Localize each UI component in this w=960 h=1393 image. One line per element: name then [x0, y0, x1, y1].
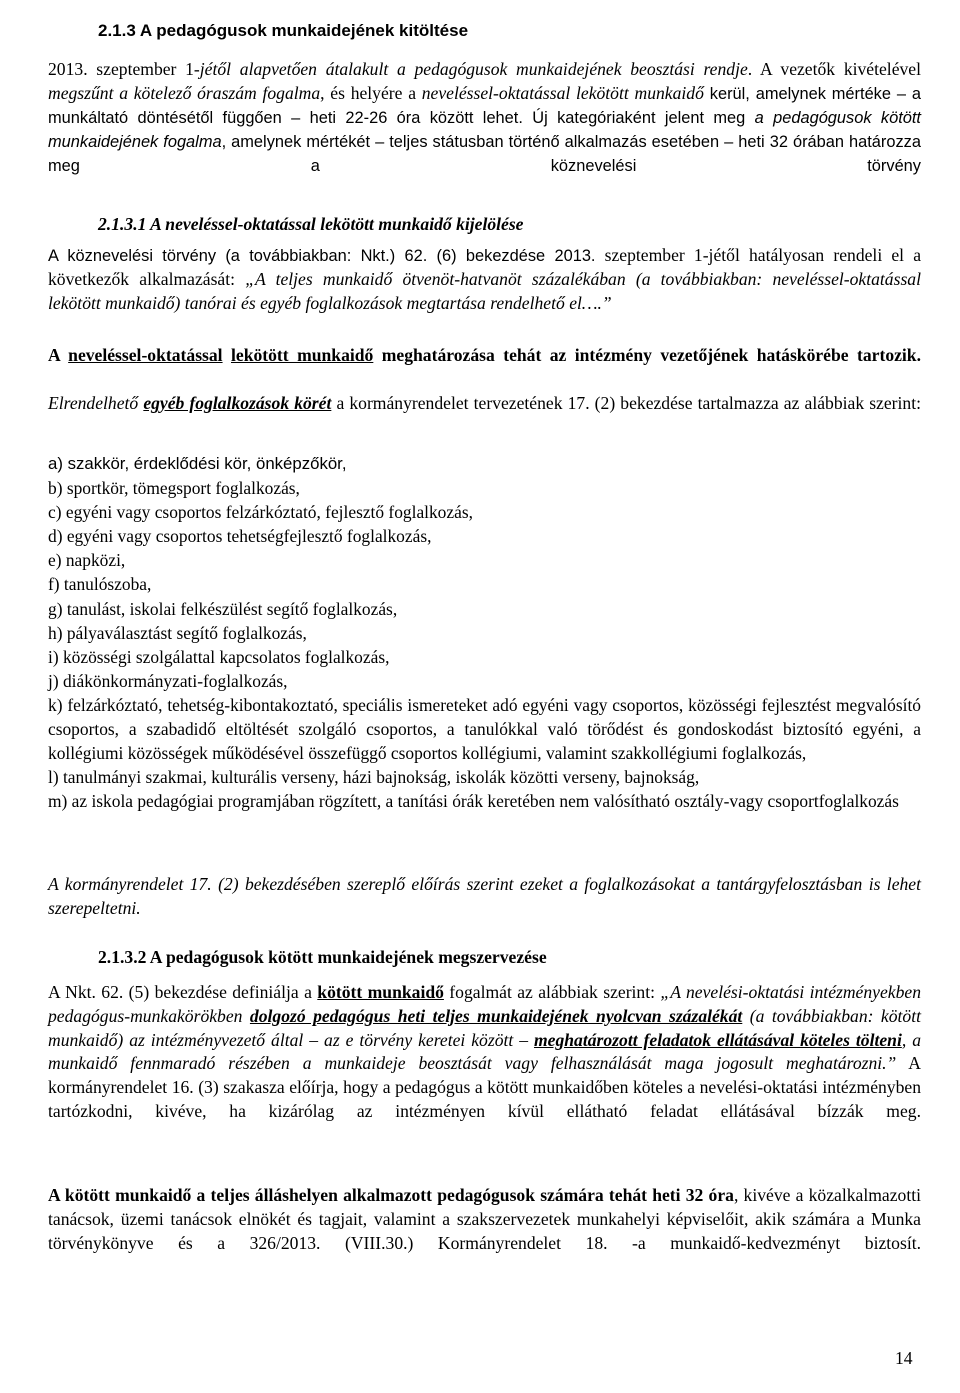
- intro-text-8: a pedagógusok kötött munkaidejének fogalma: [48, 109, 921, 152]
- list-item: e) napközi,: [48, 550, 126, 571]
- kormanyrendelet-paragraph: A kormányrendelet 17. (2) bekezdésében szereplő előírás szerint ezeket a foglalkozásokat a tantárgyfelosztásban is lehet szerepeltetni.: [48, 874, 921, 918]
- final-rest-text: , kivéve a közalkalmazotti tanácsok, üzemi tanácsok elnökét és tagjait, valamint a szakszervezetek munkahelyi képviselőit, akik számára a Munka törvénykönyve és a 326/2013. (VIII.30.) Kormányrendelet 18. -a munkaidő-kedvezményt biztosít.: [48, 1185, 921, 1253]
- list-item: c) egyéni vagy csoportos felzárkóztató, fejlesztő foglalkozás,: [48, 502, 473, 523]
- definition-text-1: A Nkt. 62. (5) bekezdése definiálja a: [48, 982, 318, 1002]
- list-item: m) az iskola pedagógiai programjában rögzített, a tanítási órák keretében nem valósítható osztály-vagy csoportfoglalkozás: [48, 791, 899, 812]
- elrendelheto-text-2: egyéb foglalkozások körét: [143, 393, 332, 413]
- final-paragraph: [48, 1184, 921, 1255]
- list-item: d) egyéni vagy csoportos tehetségfejlesztő foglalkozás,: [48, 526, 432, 547]
- intro-text-1: 2013. szeptember 1-: [48, 59, 200, 79]
- list-item: h) pályaválasztást segítő foglalkozás,: [48, 622, 307, 643]
- definition-text-3: fogalmát az alábbiak szerint:: [443, 982, 661, 1002]
- list-item: k) felzárkóztató, tehetség-kibontakoztató, speciális ismereteket adó egyéni vagy csoportos, közösségi fejlesztést megvalósító csoportos, a szabadidő eltöltését szolgáló csoportos, a tanulókkal való törődést és gondoskodást biztosító egyéni, a kollégiumi közösségek működésével összefüggő csoportos kollégiumi, valamint szakkollégiumi foglalkozás,: [48, 694, 921, 764]
- law-continuation: szeptember 1-jétől hatályosan rendeli el a következők alkalmazását:: [48, 245, 922, 290]
- subsection-heading-1: 2.1.3.1 A neveléssel-oktatással lekötött munkaidő kijelölése: [98, 214, 524, 234]
- bold-text-1: A: [48, 345, 69, 365]
- law-reference: A köznevelési törvény (a továbbiakban: Nkt.) 62. (6) bekezdése 2013.: [48, 247, 596, 265]
- intro-text-6: neveléssel-oktatással lekötött munkaidő: [421, 82, 704, 103]
- list-item: g) tanulást, iskolai felkészülést segítő foglalkozás,: [48, 598, 398, 619]
- intro-text-4: megszűnt a kötelező óraszám fogalma: [48, 82, 321, 103]
- bold-text-4: lekötött munkaidő: [231, 345, 374, 365]
- section-title: 2.1.3 A pedagógusok munkaidejének kitöltése: [98, 21, 469, 40]
- intro-text-2: jétől alapvetően átalakult a pedagógusok munkaidejének beosztási rendje: [199, 59, 748, 79]
- definition-text-6: (a továbbiakban: kötött munkaidő) az intézményvezető által – az e törvény keretei között –: [48, 1005, 922, 1050]
- elrendelheto-text-1: Elrendelhető: [48, 393, 144, 413]
- list-item: f) tanulószoba,: [48, 574, 152, 595]
- intro-paragraph: [48, 58, 921, 179]
- list-item: i) közösségi szolgálattal kapcsolatos foglalkozás,: [48, 646, 390, 667]
- page-number: 14: [895, 1348, 913, 1368]
- list-item: b) sportkör, tömegsport foglalkozás,: [48, 478, 300, 499]
- definition-text-8: , a munkaidő fennmaradó részében a munkaideje beosztását vagy felhasználását maga jogosult meghatározni.”: [48, 1029, 921, 1074]
- subsection-heading-2: 2.1.3.2 A pedagógusok kötött munkaidejének megszervezése: [98, 947, 547, 967]
- elrendelheto-text-3: a kormányrendelet tervezetének 17. (2) bekezdése tartalmazza az alábbiak szerint:: [331, 393, 921, 413]
- list-item: l) tanulmányi szakmai, kulturális verseny, házi bajnokság, iskolák közötti verseny, bajnokság,: [48, 767, 700, 788]
- definition-text-7: meghatározott feladatok ellátásával köteles tölteni: [533, 1029, 902, 1050]
- bold-text-5: meghatározása tehát az intézmény vezetőjének hatáskörébe tartozik.: [373, 345, 921, 365]
- definition-paragraph: [48, 981, 921, 1124]
- intro-text-9: , amelynek mértékét – teljes státusban történő alkalmazás esetében – heti 32 órában határozza meg a köznevelési törvény: [48, 133, 921, 176]
- elrendelheto-paragraph: [48, 392, 921, 416]
- definition-text-4: „A nevelési-oktatási intézményekben pedagógus-munkakörökben: [48, 982, 921, 1026]
- intro-text-5: , és helyére a: [320, 82, 422, 103]
- final-bold-text: A kötött munkaidő a teljes álláshelyen alkalmazott pedagógusok számára tehát heti 32 óra: [48, 1185, 734, 1205]
- activity-list: [48, 452, 921, 813]
- definition-text-9: A kormányrendelet 16. (3) szakasza előírja, hogy a pedagógus a kötött munkaidőben köteles a nevelési-oktatási intézményben tartózkodni, kivéve, ha kizárólag az intézményen kívül ellátható feladat ellátásával bízzák meg.: [48, 1053, 921, 1121]
- law-quote: „A teljes munkaidő ötvenöt-hatvanöt százalékában (a továbbiakban: neveléssel-oktatással lekötött munkaidő) tanórai és egyéb foglalkozások megtartása rendelhető el….”: [48, 269, 921, 313]
- intro-text-7: kerül, amelynek mértéke – a munkáltató döntésétől függően – heti 22-26 óra között lehet. Új kategóriaként jelent meg: [48, 84, 921, 127]
- bold-text-2: neveléssel-oktatással: [68, 345, 223, 365]
- intro-text-3: . A vezetők kivételével: [747, 59, 921, 79]
- list-item: a) szakkör, érdeklődési kör, önképzőkör,: [48, 454, 347, 473]
- bold-paragraph: [48, 344, 921, 368]
- bold-text-3: [223, 345, 231, 365]
- law-paragraph: [48, 244, 921, 316]
- list-item: j) diákönkormányzati-foglalkozás,: [48, 670, 288, 691]
- definition-text-5: dolgozó pedagógus heti teljes munkaidejének nyolcvan százalékát: [249, 1005, 743, 1026]
- definition-text-2: kötött munkaidő: [317, 982, 444, 1002]
